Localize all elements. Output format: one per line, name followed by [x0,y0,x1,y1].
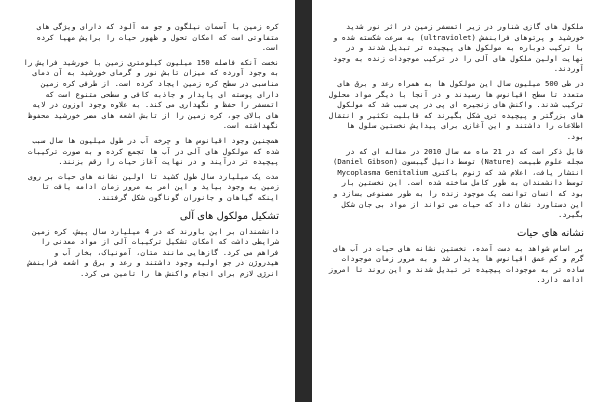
right-paragraph-3: قابل ذکر است که در 21 ماه مه سال 2010 در مقاله ای که در مجله علوم طبیعت (Nature) توسط دانیل گیبسون (Daniel Gibson) انتشار یافت، اعلام شد که ژنوم باکتری Mycoplasma Genitalium توسط دانشمندان به طور کامل ساخته شده است. این نخستین بار بود که انسان توانست یک موجود زنده را به طور مصنوعی بسازد و این دستاورد نشان داد که حیات می تواند از مواد بی جان شکل بگیرد. [332,146,584,220]
right-page [312,0,602,402]
left-page [0,0,295,402]
right-paragraph-2: در طی 500 میلیون سال این مولکول ها به همراه رعد و برق های متعدد تا سطح اقیانوس ها رسیدند و در آنجا با دیگر مواد محلول ترکیب شدند. واکنش های زنجیره ای پی در پی سبب شد که مولکول های بزرگتر و پیچیده تری شکل بگیرند که قابلیت تکثیر و انتقال اطلاعات را داشتند و این آغازی برای پیدایش نخستین سلول ها بود. [328,78,584,141]
left-paragraph-1: کره زمین با آسمان نیلگون و جو مه آلود که دارای ویژگی های متفاوتی است که امکان تحول و ظهور حیات را برایش مهیا کرده است. [36,22,279,53]
left-paragraph-3: همچنین وجود اقیانوس ها و چرخه آب در طول میلیون ها سال سبب شده که مولکول های آلی در آب ها تجمع کرده و به صورت ترکیبات پیچیده تر درآیند و در نهایت آغاز حیات را رقم بزنند. [28,135,279,167]
left-section-heading: تشکیل مولکول های آلی [179,210,279,222]
right-section-heading: نشانه های حیات [516,227,584,239]
left-paragraph-5: دانشمندان بر این باورند که در 4 میلیارد سال پیش، کره زمین شرایطی داشت که امکان تشکیل ترکیبات آلی از مواد معدنی را فراهم می کرد. گازهایی مانند متان، آمونیاک، بخار آب و هیدروژن در جو اولیه وجود داشتند و رعد و برق و اشعه فرابنفش انرژی لازم برای انجام واکنش ها را تامین می کرد. [28,226,279,278]
right-paragraph-4: بر اساس شواهد به دست آمده، نخستین نشانه های حیات در آب های گرم و کم عمق اقیانوس ها پدیدار شد و به مرور زمان موجودات ساده تر به موجودات پیچیده تر تبدیل شدند و این روند تا امروز ادامه دارد. [328,243,584,285]
left-paragraph-4: مدت یک میلیارد سال طول کشید تا اولین نشانه های حیات بر روی زمین به وجود بیاید و این امر به مرور زمان ادامه یافت تا اینکه گیاهان و جانوران گوناگون شکل گرفتند. [28,171,279,202]
left-paragraph-2: نخست آنکه فاصله 150 میلیون کیلومتری زمین با خورشید فرایش را به وجود آورده که میزان تابش نور و گرمای خورشید به آن دمای مناسبی در سطح کره زمین ایجاد کرده است. از طرفی کره زمین دارای پوسته ای پایدار و جاذبه کافی و سطحی متنوع است که اتمسفر را حفظ و نگهداری می کند. به علاوه وجود اوزون در لایه های بالای جو، کره زمین را از تابش اشعه های مضر خورشید محفوظ نگهداشته است. [23,57,279,131]
right-paragraph-1: ملکول های گازی شناور در زیر اتمسفر زمین در اثر نور شدید خورشید و پرتوهای فرابنفش (ultraviolet) به سرعت شکسته شده و با ترکیب دوباره به مولکول های پیچیده تر تبدیل شدند و در نهایت اولین ملکول های آلی را در ترکیب موجودات زنده به وجود آوردند. [333,22,584,74]
book-gutter [295,0,312,402]
